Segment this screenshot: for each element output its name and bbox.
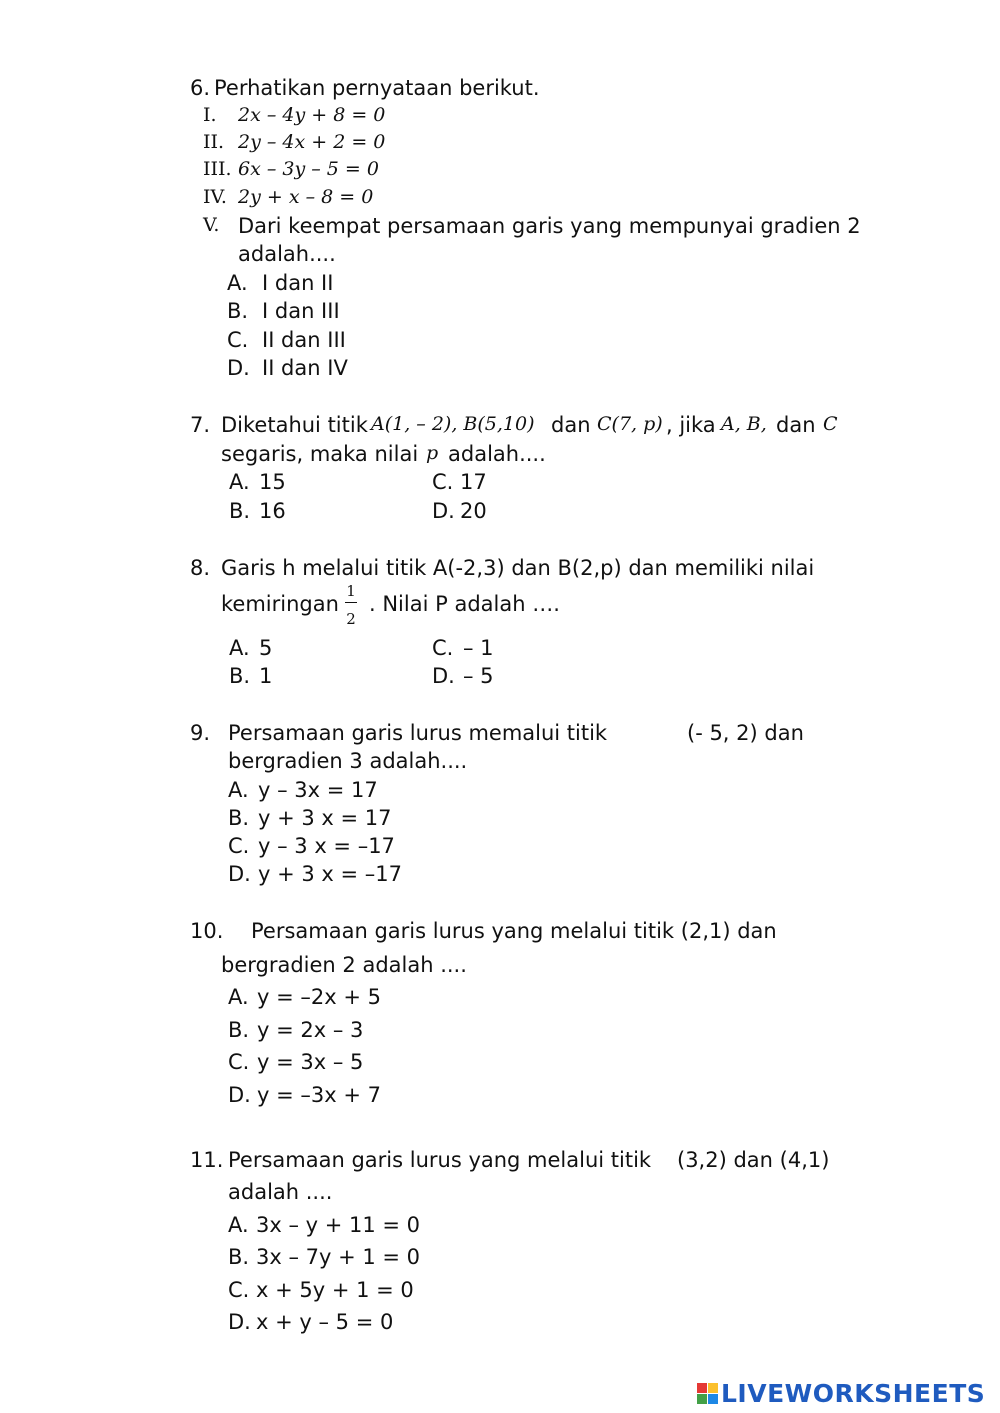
logo-icon [697, 1383, 718, 1404]
question-text: adalah.... [448, 442, 546, 466]
option-d[interactable]: – 5 [463, 664, 494, 688]
option-a[interactable]: y = –2x + 5 [257, 985, 381, 1009]
option-letter: B. [228, 806, 250, 830]
question-text: Diketahui titik [221, 413, 368, 437]
question-text: , jika [666, 413, 716, 437]
option-letter: A. [227, 271, 248, 295]
question-text: dan [551, 413, 591, 437]
option-letter: B. [228, 1018, 250, 1042]
question-text: (- 5, 2) dan [687, 721, 804, 745]
math-c: C [823, 413, 838, 435]
option-a[interactable]: y – 3x = 17 [258, 778, 378, 802]
option-b[interactable]: 3x – 7y + 1 = 0 [256, 1245, 421, 1269]
option-b[interactable]: y + 3 x = 17 [258, 806, 392, 830]
question-text: Persamaan garis lurus memalui titik [228, 721, 608, 745]
option-letter: A. [228, 778, 249, 802]
option-letter: D. [228, 1310, 251, 1334]
logo-square-icon [708, 1394, 718, 1404]
option-letter: C. [227, 328, 249, 352]
fraction-denominator: 2 [346, 610, 356, 628]
option-letter: B. [229, 664, 251, 688]
option-b[interactable]: 16 [259, 499, 286, 523]
option-letter: C. [228, 1278, 250, 1302]
option-letter: B. [227, 299, 249, 323]
option-b[interactable]: y = 2x – 3 [257, 1018, 364, 1042]
option-b[interactable]: 1 [259, 664, 273, 688]
option-c[interactable]: – 1 [463, 636, 494, 660]
question-text: Persamaan garis lurus yang melalui titik (2,1) dan [251, 919, 777, 943]
statement-equation: 6x – 3y – 5 = 0 [238, 158, 379, 180]
logo-square-icon [708, 1383, 718, 1393]
option-letter: A. [229, 470, 250, 494]
question-number: 8. [190, 556, 211, 580]
question-number: 10. [190, 919, 224, 943]
option-letter: C. [228, 1050, 250, 1074]
option-c[interactable]: x + 5y + 1 = 0 [256, 1278, 414, 1302]
option-letter: D. [432, 499, 455, 523]
option-letter: B. [229, 499, 251, 523]
option-a[interactable]: 5 [259, 636, 273, 660]
option-c[interactable]: 17 [460, 470, 487, 494]
math-ab: A, B, [721, 413, 767, 435]
question-text: . Nilai P adalah …. [369, 592, 560, 616]
statement-equation: 2x – 4y + 8 = 0 [238, 104, 386, 126]
option-letter: D. [227, 356, 250, 380]
question-number: 9. [190, 721, 211, 745]
statement-roman: IV. [203, 186, 227, 208]
option-letter: A. [228, 1213, 249, 1237]
option-letter: C. [228, 834, 250, 858]
statement-roman: V. [203, 214, 220, 236]
question-text: kemiringan [221, 592, 339, 616]
question-text: segaris, maka nilai [221, 442, 419, 466]
option-letter: C. [432, 470, 454, 494]
math-p: p [426, 442, 439, 464]
question-text: adalah .... [228, 1180, 333, 1204]
option-d[interactable]: II dan IV [262, 356, 348, 380]
statement-equation: 2y + x – 8 = 0 [238, 186, 374, 208]
option-d[interactable]: y + 3 x = –17 [258, 862, 403, 886]
option-d[interactable]: y = –3x + 7 [257, 1083, 381, 1107]
option-letter: D. [228, 862, 251, 886]
question-number: 7. [190, 413, 211, 437]
fraction-bar [345, 602, 357, 603]
statement-equation: 2y – 4x + 2 = 0 [238, 131, 386, 153]
option-a[interactable]: 15 [259, 470, 286, 494]
question-number: 6. [190, 76, 211, 100]
statement-roman: I. [203, 104, 217, 126]
option-d[interactable]: 20 [460, 499, 487, 523]
question-text: dan [776, 413, 816, 437]
option-letter: A. [228, 985, 249, 1009]
math-points: A(1, – 2), B(5,10) [371, 413, 535, 435]
option-d[interactable]: x + y – 5 = 0 [256, 1310, 394, 1334]
option-letter: C. [432, 636, 454, 660]
option-letter: A. [229, 636, 250, 660]
option-b[interactable]: I dan III [262, 299, 340, 323]
statement-text: Dari keempat persamaan garis yang mempunyai gradien 2 [238, 214, 861, 238]
logo-square-icon [697, 1394, 707, 1404]
statement-roman: II. [203, 131, 225, 153]
question-text: bergradien 2 adalah .... [221, 953, 467, 977]
option-c[interactable]: II dan III [262, 328, 346, 352]
option-a[interactable]: 3x – y + 11 = 0 [256, 1213, 421, 1237]
question-text: bergradien 3 adalah.... [228, 749, 468, 773]
statement-continuation: adalah.... [238, 242, 336, 266]
question-number: 11. [190, 1148, 224, 1172]
option-c[interactable]: y = 3x – 5 [257, 1050, 364, 1074]
logo-text: LIVEWORKSHEETS [721, 1379, 986, 1408]
option-letter: D. [228, 1083, 251, 1107]
question-text: Persamaan garis lurus yang melalui titik [228, 1148, 652, 1172]
option-c[interactable]: y – 3 x = –17 [258, 834, 395, 858]
question-text: (3,2) dan (4,1) [677, 1148, 830, 1172]
logo-square-icon [697, 1383, 707, 1393]
fraction-numerator: 1 [346, 582, 356, 600]
option-letter: B. [228, 1245, 250, 1269]
math-point-c: C(7, p) [597, 413, 663, 435]
question-text: Perhatikan pernyataan berikut. [214, 76, 540, 100]
question-text: Garis h melalui titik A(-2,3) dan B(2,p) dan memiliki nilai [221, 556, 815, 580]
option-letter: D. [432, 664, 455, 688]
option-a[interactable]: I dan II [262, 271, 334, 295]
liveworksheets-logo[interactable] [697, 1379, 985, 1408]
statement-roman: III. [203, 158, 232, 180]
